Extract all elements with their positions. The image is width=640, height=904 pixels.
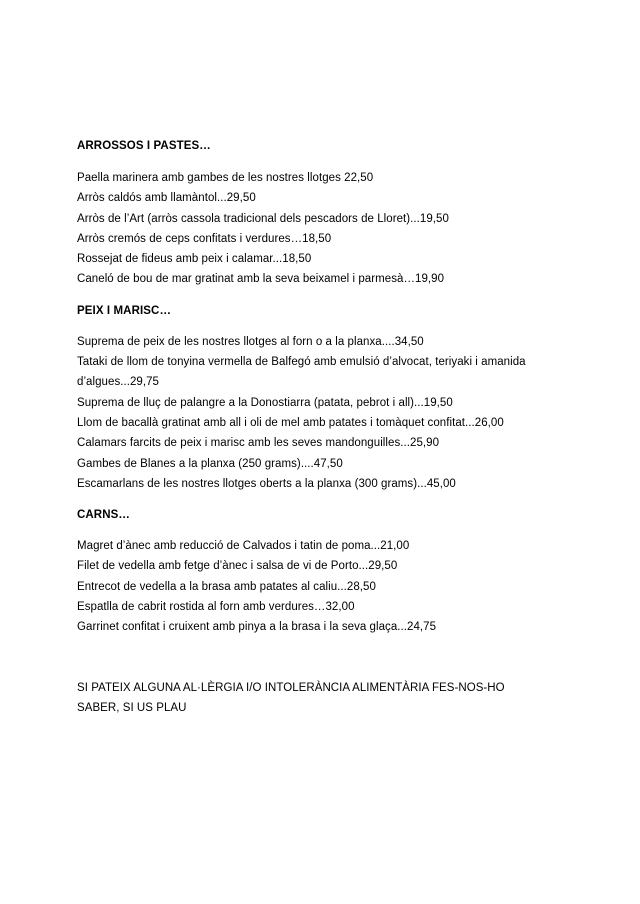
menu-item: Gambes de Blanes a la planxa (250 grams)....47,50	[77, 457, 343, 470]
allergy-notice-line-2: SABER, SI US PLAU	[77, 701, 187, 714]
menu-item: Arròs de l’Art (arròs cassola tradicional dels pescadors de Lloret)...19,50	[77, 212, 449, 225]
menu-item: Rossejat de fideus amb peix i calamar...18,50	[77, 253, 312, 266]
section-list-arrossos	[77, 168, 557, 290]
menu-item: Filet de vedella amb fetge d’ànec i salsa de vi de Porto...29,50	[77, 560, 398, 573]
menu-item: Suprema de lluç de palangre a la Donostiarra (patata, pebrot i all)...19,50	[77, 396, 453, 409]
menu-item: Tataki de llom de tonyina vermella de Balfegó amb emulsió d’alvocat, teriyaki i amanida	[77, 356, 526, 369]
menu-item: Suprema de peix de les nostres llotges al forn o a la planxa....34,50	[77, 335, 424, 348]
allergy-notice	[77, 678, 557, 719]
menu-item: Espatlla de cabrit rostida al forn amb verdures…32,00	[77, 601, 355, 614]
section-title-carns: CARNS…	[77, 509, 130, 522]
menu-item: Arròs cremós de ceps confitats i verdures…18,50	[77, 232, 332, 245]
section-list-peix	[77, 332, 557, 494]
menu-item: Llom de bacallà gratinat amb all i oli de mel amb patates i tomàquet confitat...26,00	[77, 416, 504, 429]
menu-page	[77, 138, 557, 718]
menu-item: Garrinet confitat i cruixent amb pinya a la brasa i la seva glaça...24,75	[77, 621, 437, 634]
section-list-carns	[77, 536, 557, 637]
menu-item: Caneló de bou de mar gratinat amb la seva beixamel i parmesà…19,90	[77, 273, 445, 286]
menu-item: Entrecot de vedella a la brasa amb patates al caliu...28,50	[77, 580, 376, 593]
menu-item: Paella marinera amb gambes de les nostres llotges 22,50	[77, 172, 374, 184]
allergy-notice-line-1: SI PATEIX ALGUNA AL·LÈRGIA I/O INTOLERÀNCIA ALIMENTÀRIA FES-NOS-HO	[77, 681, 505, 694]
menu-item-continuation: d’algues...29,75	[77, 376, 160, 389]
menu-item: Arròs caldós amb llamàntol...29,50	[77, 192, 256, 205]
menu-item: Magret d’ànec amb reducció de Calvados i tatin de poma...21,00	[77, 540, 410, 553]
menu-item: Calamars farcits de peix i marisc amb les seves mandonguilles...25,90	[77, 437, 440, 450]
section-title-peix: PEIX I MARISC…	[77, 304, 172, 317]
menu-item: Escamarlans de les nostres llotges oberts a la planxa (300 grams)...45,00	[77, 477, 456, 490]
section-title-arrossos: ARROSSOS I PASTES…	[77, 140, 211, 152]
